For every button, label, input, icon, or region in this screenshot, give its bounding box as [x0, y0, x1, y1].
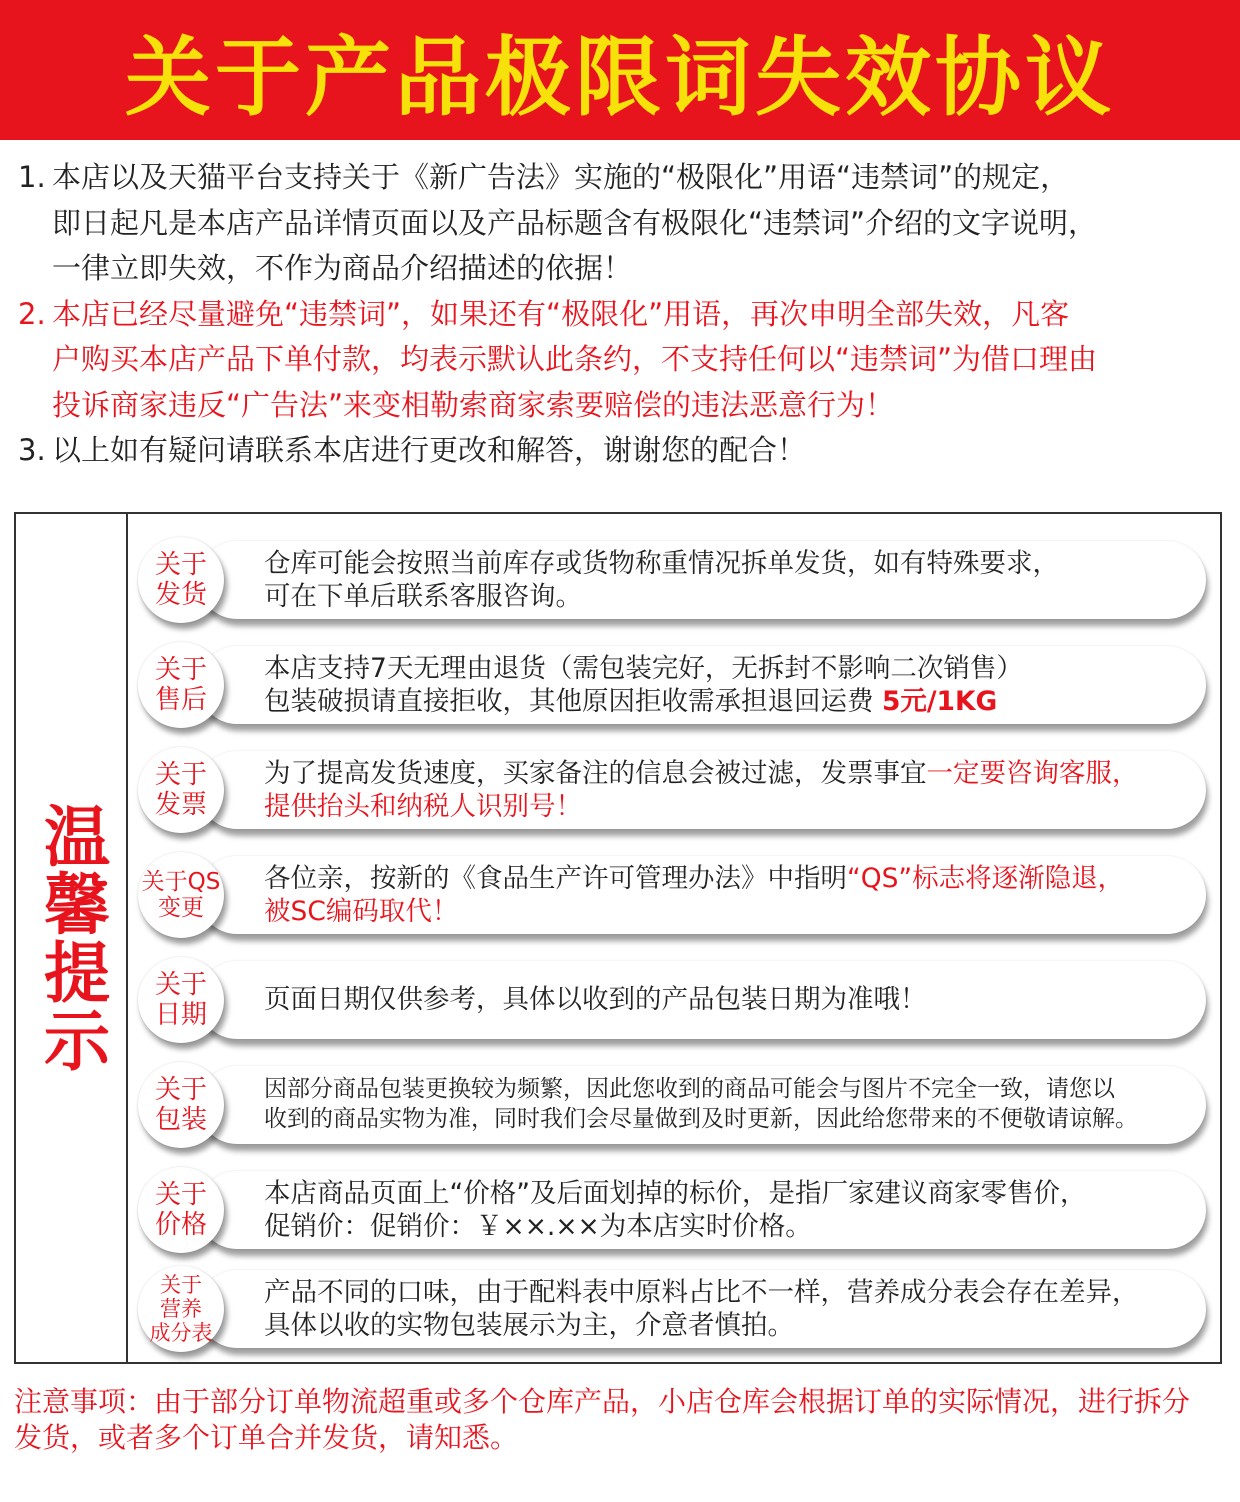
- tip-badge-label: 日期: [154, 1000, 207, 1030]
- tip-line: 本店支持7天无理由退货（需包装完好，无拆封不影响二次销售）: [264, 653, 1023, 684]
- note-item-2: [18, 292, 1228, 429]
- tip-badge-label: 关于: [160, 1273, 202, 1297]
- tip-badge-label: 发货: [154, 580, 207, 610]
- tip-text: [264, 652, 1192, 718]
- tip-text: [264, 757, 1192, 823]
- tip-badge: [138, 537, 224, 623]
- notice-line: 发货，或者多个订单合并发货，请知悉。: [14, 1421, 519, 1454]
- tip-badge-label: 发票: [154, 790, 207, 820]
- tip-invoice: [138, 747, 1206, 833]
- tip-line: [264, 862, 1192, 895]
- tip-badge-label: 关于QS: [141, 869, 221, 895]
- tip-badge-label: 关于: [154, 970, 207, 1000]
- note-number: 2.: [18, 296, 46, 331]
- title-banner: [0, 0, 1240, 140]
- tip-badge: [138, 1167, 224, 1253]
- tip-shipping: [138, 537, 1206, 623]
- tip-line: 具体以收的实物包装展示为主，介意者慎拍。: [264, 1310, 794, 1341]
- tip-badge-label: 关于: [154, 550, 207, 580]
- tip-line-highlight: “QS”标志将逐渐隐退，: [847, 863, 1125, 894]
- tip-line-part: 各位亲，按新的《食品生产许可管理办法》中指明: [264, 863, 847, 894]
- tip-line: 可在下单后联系客服咨询。: [264, 581, 582, 612]
- note-line: 一律立即失效，不作为商品介绍描述的依据！: [52, 251, 633, 285]
- tip-badge: [138, 1266, 224, 1352]
- tip-badge: [138, 957, 224, 1043]
- tip-badge-label: 包装: [154, 1105, 207, 1135]
- tip-packaging: [138, 1062, 1206, 1148]
- tip-badge-label: 价格: [154, 1210, 207, 1240]
- note-line: 投诉商家违反“广告法”来变相勒索商家索要赔偿的违法恶意行为！: [52, 387, 895, 422]
- tip-price: [138, 1167, 1206, 1253]
- tip-line-part: 为了提高发货速度，买家备注的信息会被过滤，发票事宜: [264, 758, 927, 789]
- tip-badge-label: 关于: [154, 760, 207, 790]
- tip-line: 被SC编码取代！: [264, 896, 459, 927]
- tips-heading: 温馨提示: [32, 802, 110, 1074]
- note-line: 即日起凡是本店产品详情页面以及产品标题含有极限化“违禁词”介绍的文字说明，: [52, 205, 1098, 240]
- tip-line: 促销价：促销价：￥××.××为本店实时价格。: [264, 1211, 812, 1242]
- tip-line: 收到的商品实物为准，同时我们会尽量做到及时更新，因此给您带来的不便敬请谅解。: [264, 1106, 1138, 1132]
- tip-badge-label: 关于: [154, 1180, 207, 1210]
- bottom-notice: [14, 1384, 1226, 1456]
- note-number: 3.: [18, 433, 46, 467]
- tip-badge-label: 售后: [154, 685, 207, 715]
- tip-line: 提供抬头和纳税人识别号！: [264, 791, 582, 822]
- tip-nutrition: [138, 1266, 1206, 1352]
- note-line: 户购买本店产品下单付款，均表示默认此条约，不支持任何以“违禁词”为借口理由: [52, 342, 1098, 376]
- tip-text: [264, 1074, 1192, 1134]
- tip-badge-label: 关于: [154, 655, 207, 685]
- notice-line: 注意事项：由于部分订单物流超重或多个仓库产品，小店仓库会根据订单的实际情况，进行拆分: [14, 1385, 1191, 1418]
- tip-badge: [138, 642, 224, 728]
- tips-panel: [14, 512, 1222, 1364]
- tip-badge-label: 营养: [160, 1297, 202, 1321]
- shipping-fee: 5元/1KG: [881, 686, 998, 717]
- tip-line-part: 包装破损请直接拒收，其他原因拒收需承担退回运费: [264, 686, 882, 717]
- tip-badge-label: 成分表: [149, 1321, 213, 1345]
- tip-badge-label: 关于: [154, 1075, 207, 1105]
- note-item-3: [18, 428, 1228, 474]
- tip-badge: [138, 1062, 224, 1148]
- tip-line: 因部分商品包装更换较为频繁，因此您收到的商品可能会与图片不完全一致，请您以: [264, 1076, 1115, 1102]
- tip-line: 本店商品页面上“价格”及后面划掉的标价，是指厂家建议商家零售价，: [264, 1178, 1087, 1209]
- tip-text: [264, 983, 1192, 1016]
- agreement-notes: [18, 155, 1228, 474]
- tip-line: 产品不同的口味，由于配料表中原料占比不一样，营养成分表会存在差异，: [264, 1277, 1139, 1308]
- tips-sidebar: [16, 514, 128, 1362]
- tip-text: [264, 862, 1192, 928]
- tip-line: [264, 685, 1192, 718]
- note-item-1: [18, 155, 1228, 292]
- note-number: 1.: [18, 160, 46, 194]
- tip-qs-change: [138, 852, 1206, 938]
- tip-badge-label: 变更: [158, 895, 204, 921]
- note-line: 本店已经尽量避免“违禁词”，如果还有“极限化”用语，再次申明全部失效，凡客: [52, 296, 1070, 331]
- tip-line: 页面日期仅供参考，具体以收到的产品包装日期为准哦！: [264, 984, 927, 1015]
- note-line: 以上如有疑问请联系本店进行更改和解答，谢谢您的配合！: [52, 433, 807, 467]
- tip-text: [264, 1177, 1192, 1243]
- tip-badge: [138, 747, 224, 833]
- tip-line: [264, 757, 1192, 790]
- tip-line-highlight: 一定要咨询客服，: [926, 758, 1139, 789]
- note-line: 本店以及天猫平台支持关于《新广告法》实施的“极限化”用语“违禁词”的规定，: [52, 160, 1070, 194]
- tip-line: 仓库可能会按照当前库存或货物称重情况拆单发货，如有特殊要求，: [264, 548, 1059, 579]
- tip-text: [264, 1276, 1192, 1342]
- tip-text: [264, 547, 1192, 613]
- tip-badge: [138, 852, 224, 938]
- page-title: 关于产品极限词失效协议: [125, 28, 1115, 128]
- tip-after-sales: [138, 642, 1206, 728]
- tip-date: [138, 957, 1206, 1043]
